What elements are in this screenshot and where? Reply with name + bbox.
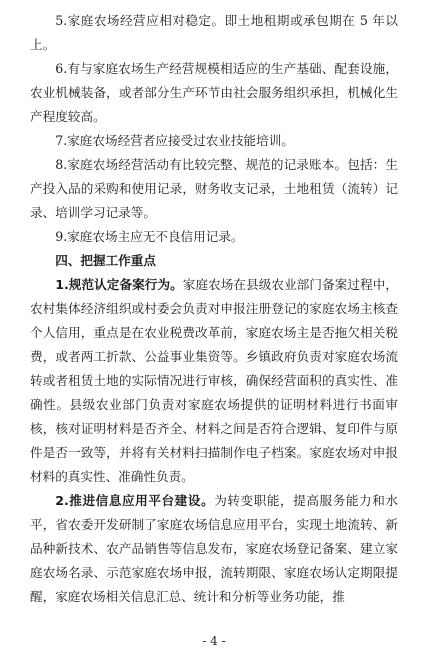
work-point-1-title: 1.规范认定备案行为。 (55, 277, 183, 292)
work-point-1-body: 家庭农场在县级农业部门备案过程中，农村集体经济组织或村委会负责对申报注册登记的家庭农场主核查个人信用，重点是在农业税费改革前，家庭农场主是否拖欠相关税费，或者两工折款、公益事业集资等。乡镇政府负责对家庭农场流转或者租赁土地的实际情况进行审核，确保经营面积的真实性、准确性。县级农业部门负责对家庭农场提供的证明材料进行书面审核，核对证明材料是否齐全、材料之间是否符合逻辑、复印件与原件是否一致等，并将有关材料扫描制作电子档案。家庭农场对申报材料的真实性、准确性负责。 (30, 277, 398, 484)
paragraph-item-6: 6.有与家庭农场生产经营规模相适应的生产基础、配套设施，农业机械装备，或者部分生产环节由社会服务组织承担，机械化生产程度较高。 (30, 61, 398, 124)
paragraph-item-9: 9.家庭农场主应无不良信用记录。 (55, 229, 244, 244)
section-heading: 四、把握工作重点 (55, 253, 156, 268)
paragraph-item-8: 8.家庭农场经营活动有比较完整、规范的记录账本。包括：生产投入品的采购和使用记录，财务收支记录，土地租赁（流转）记录、培训学习记录等。 (30, 157, 398, 220)
page-number: - 4 - (202, 634, 226, 648)
paragraph-item-7: 7.家庭农场经营者应接受过农业技能培训。 (55, 133, 294, 148)
work-point-2-title: 2.推进信息应用平台建设。 (55, 493, 215, 508)
work-point-2-body: 为转变职能，提高服务能力和水平，省农委开发研制了家庭农场信息应用平台，实现土地流转、新品种新技术、农产品销售等信息发布，家庭农场登记备案、建立家庭农场名录、示范家庭农场申报，流转期限、家庭农场认定期限提醒，家庭农场相关信息汇总、统计和分析等业务功能，推 (30, 493, 398, 604)
paragraph-work-point-2 (30, 489, 398, 609)
paragraph-work-point-1 (30, 273, 398, 489)
paragraph-item-5: 5.家庭农场经营应相对稳定。即土地租期或承包期在 5 年以上。 (30, 13, 398, 52)
